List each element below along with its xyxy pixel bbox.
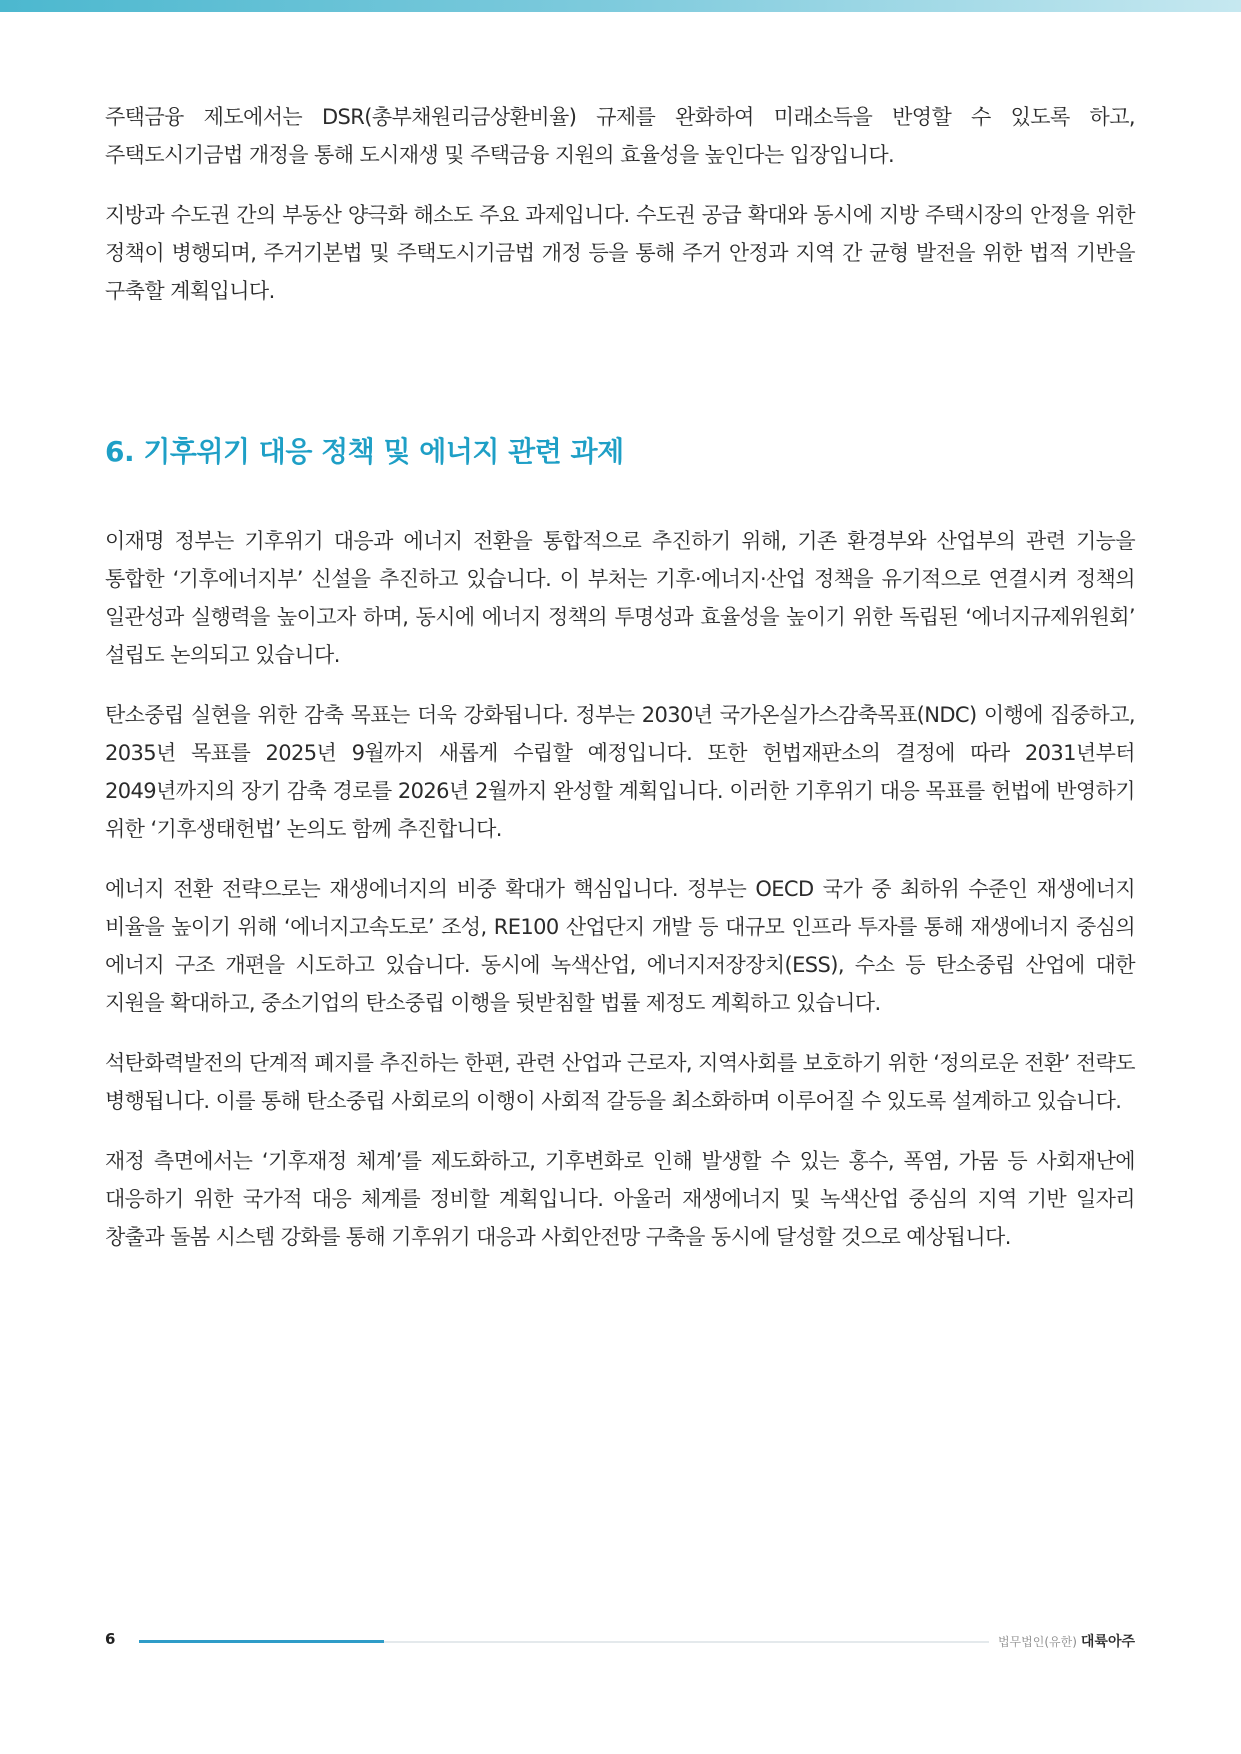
paragraph-regional-balance: 지방과 수도권 간의 부동산 양극화 해소도 주요 과제입니다. 수도권 공급 확대와 동시에 지방 주택시장의 안정을 위한 정책이 병행되며, 주거기본법 및 주택도시기금법 개정 등을 통해 주거 안정과 지역 간 균형 발전을 위한 법적 기반을 구축할 계획입니다. bbox=[105, 203, 1135, 303]
page-content bbox=[105, 98, 1135, 1278]
top-accent-bar bbox=[0, 0, 1241, 12]
paragraph-housing-finance: 주택금융 제도에서는 DSR(총부채원리금상환비율) 규제를 완화하여 미래소득을 반영할 수 있도록 하고, 주택도시기금법 개정을 통해 도시재생 및 주택금융 지원의 효율성을 높인다는 입장입니다. bbox=[105, 105, 1135, 167]
page-footer bbox=[105, 1630, 1135, 1654]
firm-label bbox=[998, 1631, 1135, 1651]
paragraph-carbon-targets: 탄소중립 실현을 위한 감축 목표는 더욱 강화됩니다. 정부는 2030년 국가온실가스감축목표(NDC) 이행에 집중하고, 2035년 목표를 2025년 9월까지 새롭게 수립할 예정입니다. 또한 헌법재판소의 결정에 따라 2031년부터 2049년까지의 장기 감축 경로를 2026년 2월까지 완성할 계획입니다. 이러한 기후위기 대응 목표를 헌법에 반영하기 위한 ‘기후생태헌법’ 논의도 함께 추진합니다. bbox=[105, 703, 1135, 841]
section-spacer bbox=[105, 332, 1135, 432]
paragraph-climate-ministry: 이재명 정부는 기후위기 대응과 에너지 전환을 통합적으로 추진하기 위해, 기존 환경부와 산업부의 관련 기능을 통합한 ‘기후에너지부’ 신설을 추진하고 있습니다. 이 부처는 기후·에너지·산업 정책을 유기적으로 연결시켜 정책의 일관성과 실행력을 높이고자 하며, 동시에 에너지 정책의 투명성과 효율성을 높이기 위한 독립된 ‘에너지규제위원회’ 설립도 논의되고 있습니다. bbox=[105, 529, 1135, 667]
paragraph-climate-finance: 재정 측면에서는 ‘기후재정 체계’를 제도화하고, 기후변화로 인해 발생할 수 있는 홍수, 폭염, 가뭄 등 사회재난에 대응하기 위한 국가적 대응 체계를 정비할 계획입니다. 아울러 재생에너지 및 녹색산업 중심의 지역 기반 일자리 창출과 돌봄 시스템 강화를 통해 기후위기 대응과 사회안전망 구축을 동시에 달성할 것으로 예상됩니다. bbox=[105, 1149, 1135, 1249]
page-number: 6 bbox=[105, 1630, 116, 1648]
section-title: 6. 기후위기 대응 정책 및 에너지 관련 과제 bbox=[105, 435, 624, 468]
paragraph-just-transition: 석탄화력발전의 단계적 폐지를 추진하는 한편, 관련 산업과 근로자, 지역사회를 보호하기 위한 ‘정의로운 전환’ 전략도 병행됩니다. 이를 통해 탄소중립 사회로의 이행이 사회적 갈등을 최소화하며 이루어질 수 있도록 설계하고 있습니다. bbox=[105, 1051, 1135, 1113]
firm-prefix: 법무법인(유한) bbox=[997, 1635, 1077, 1649]
paragraph-energy-transition: 에너지 전환 전략으로는 재생에너지의 비중 확대가 핵심입니다. 정부는 OECD 국가 중 최하위 수준인 재생에너지 비율을 높이기 위해 ‘에너지고속도로’ 조성, RE100 산업단지 개발 등 대규모 인프라 투자를 통해 재생에너지 중심의 에너지 구조 개편을 시도하고 있습니다. 동시에 녹색산업, 에너지저장장치(ESS), 수소 등 탄소중립 산업에 대한 지원을 확대하고, 중소기업의 탄소중립 이행을 뒷받침할 법률 제정도 계획하고 있습니다. bbox=[105, 877, 1135, 1015]
footer-divider-accent bbox=[139, 1640, 384, 1643]
firm-name: 대륙아주 bbox=[1080, 1634, 1135, 1650]
